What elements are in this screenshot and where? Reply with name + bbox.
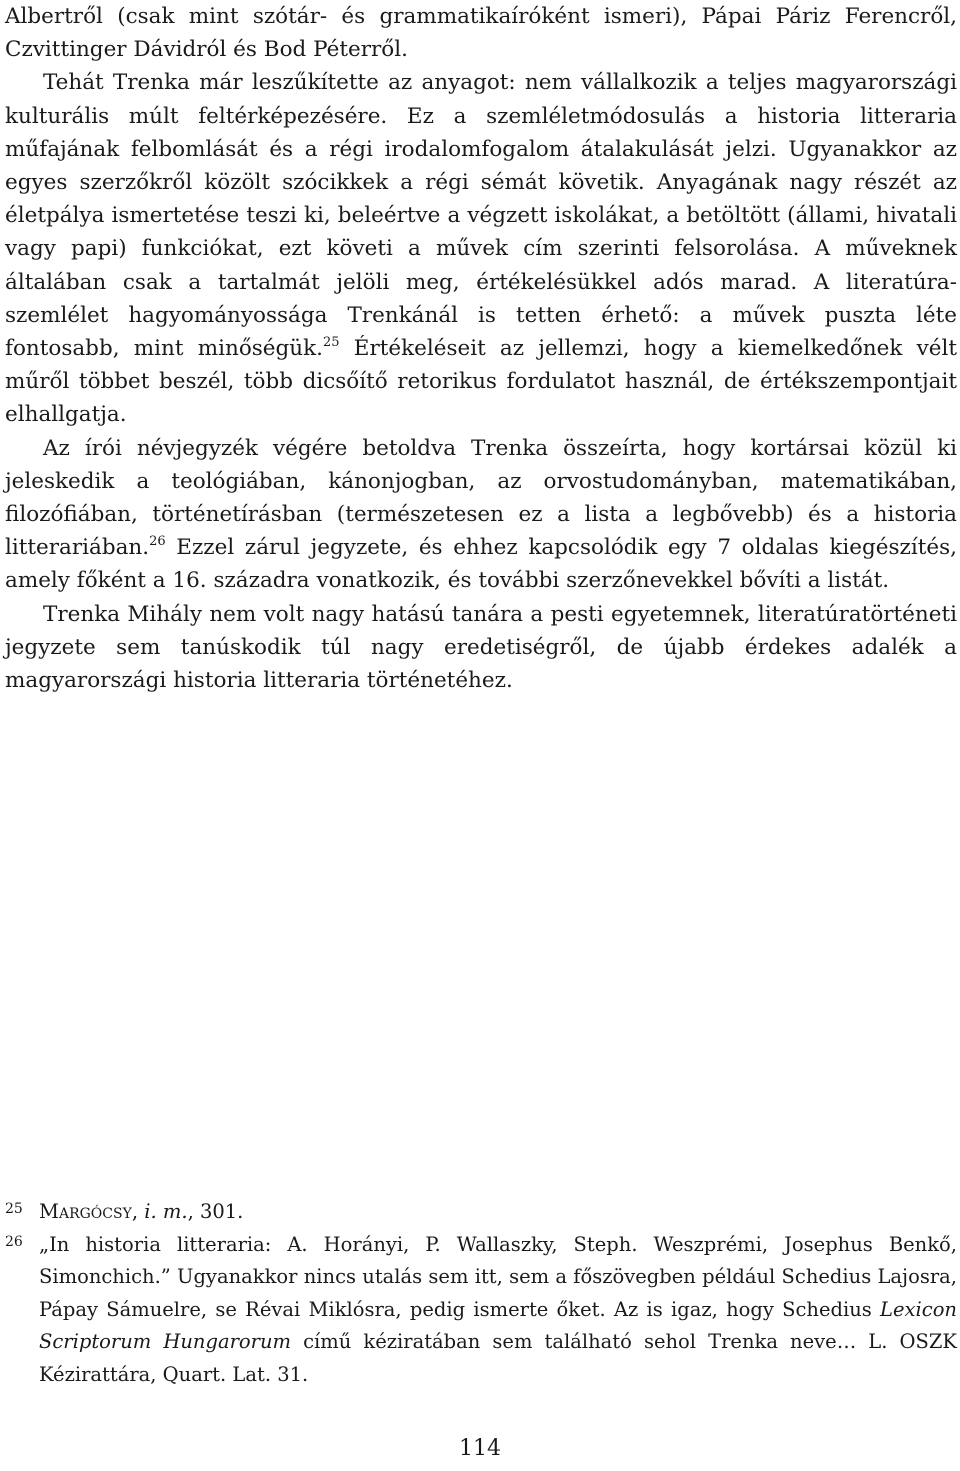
paragraph-3: Az írói névjegyzék végére betoldva Trenka összeírta, hogy kortársai közül ki jeleskedik a teológiában, kánonjogban, az orvostudományban, matematikában, filozófiában, történetírásban (természetesen ez a lista a legbővebb) és a historia litterariában.$^{26}$ Ezzel zárul jegyzete, és ehhez kapcsolódik egy 7 oldalas kiegészítés, amely főként a 16. századra vonatkozik, és további szerzőnevekkel bővíti a listát. [5, 435, 957, 594]
footnote-number: 26 [5, 1233, 23, 1250]
footnote-ref-25[interactable]: 25 [323, 335, 340, 351]
footnote-ref-26[interactable]: 26 [149, 534, 166, 550]
work-title: Lexicon Scriptorum Hungarorum [39, 1297, 957, 1353]
footnote-number: 25 [5, 1201, 23, 1217]
footnote-26 [5, 1229, 957, 1392]
paragraph-4: Trenka Mihály nem volt nagy hatású tanára a pesti egyetemnek, literatúratörténeti jegyzete sem tanúskodik túl nagy eredetiségről, de újabb érdekes adalék a magyarországi historia litteraria történetéhez. [5, 601, 957, 694]
page-number: 114 [459, 1436, 501, 1461]
footnote-25 [5, 1196, 957, 1229]
paragraph-2: Tehát Trenka már leszűkítette az anyagot: nem vállalkozik a teljes magyarországi kulturális múlt feltérképezésére. Ez a szemléletmódosulás a historia litteraria műfajának felbomlását és a régi irodalomfogalom átalakulását jelzi. Ugyanakkor az egyes szerzőkről közölt szócikkek a régi sémát követik. Anyagának nagy részét az életpálya ismertetése teszi ki, beleértve a végzett iskolákat, a betöltött (állami, hivatali vagy papi) funkciókat, ezt követi a művek cím szerinti felsorolása. A műveknek általában csak a tartalmát jelöli meg, értékelésükkel adós marad. A literatúra-szemlélet hagyományossága Trenkánál is tetten érhető: a művek puszta léte fontosabb, mint minőségük.$^{25}$ Értékeléseit az jellemzi, hogy a kiemelkedőnek vélt műről többet beszél, több dicsőítő retorikus fordulatot használ, de értékszempontjait elhallgatja. [5, 70, 957, 428]
footnotes [5, 1196, 957, 1391]
footnote-text: „In historia litteraria: A. Horányi, P. Wallaszky, Steph. Weszprémi, Josephus Benkő, Simonchich.” Ugyanakkor nincs utalás sem itt, sem a főszövegben például Schedius Lajosra, Pápay Sámuelre, se Révai Miklósra, pedig ismerte őket. Az is igaz, hogy Schedius Lexicon Scriptorum Hungarorum című kéziratában sem található sehol Trenka neve… L. OSZK Kézirattára, Quart. Lat. 31. [39, 1232, 957, 1386]
main-text [5, 0, 957, 697]
paragraph-1: Albertről (csak mint szótár- és grammatikaíróként ismeri), Pápai Páriz Ferencről, Czvittinger Dávidról és Bod Péterről. [5, 4, 957, 63]
footnote-text: Margócsy, i. m., 301. [39, 1200, 244, 1223]
